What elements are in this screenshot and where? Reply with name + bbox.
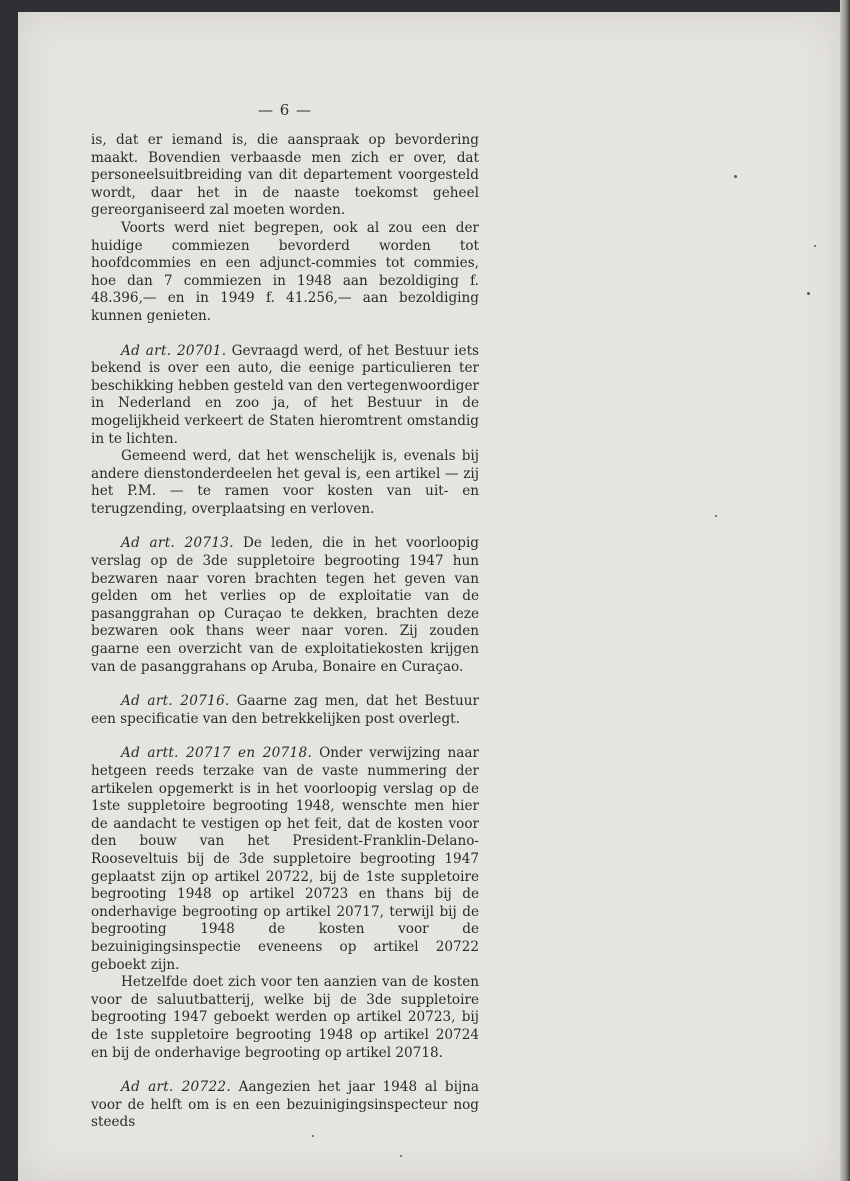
paragraph-text: Aangezien het jaar 1948 al bijna voor de helft om is en een bezuinigingsinspecteur nog steeds — [91, 1079, 479, 1131]
paragraph-text: is, dat er iemand is, die aanspraak op bevordering maakt. Bovendien verbaasde men zich er over, dat personeelsuitbreiding van dit departement voorgesteld wordt, daar het in de naaste toekomst geheel gereorganiseerd zal moeten worden. — [91, 132, 479, 219]
article-20722-paragraph — [91, 1079, 479, 1132]
document-body — [91, 132, 479, 1132]
paragraph-gap — [91, 326, 479, 343]
paper-speck — [400, 1155, 402, 1157]
paper-speck — [312, 1135, 314, 1137]
article-heading: Ad art. 20716. — [121, 693, 230, 710]
paragraph-text: Gemeend werd, dat het wenschelijk is, evenals bij andere dienstonderdeelen het geval is, een artikel — zij het P.M. — te ramen voor kosten van uit- en terugzending, overplaatsing en verloven. — [91, 448, 479, 517]
paragraph-text: Onder verwijzing naar hetgeen reeds terzake van de vaste nummering der artikelen opgemerkt is in het voorloopig verslag op de 1ste suppletoire begrooting 1948, wenschte men hier de aandacht te vestigen op het feit, dat de kosten voor den bouw van het President-Franklin-Delano-Rooseveltuis bij de 3de suppletoire begrooting 1947 geplaatst zijn op artikel 20722, bij de 1ste suppletoire begrooting 1948 op artikel 20723 en thans bij de onderhavige begrooting op artikel 20717, terwijl bij de begrooting 1948 de kosten voor de bezuinigingsinspectie eveneens op artikel 20722 geboekt zijn. — [91, 745, 480, 973]
paragraph-text: Gaarne zag men, dat het Bestuur een specificatie van den betrekkelijken post overlegt. — [91, 693, 480, 727]
paper-speck — [807, 292, 810, 295]
article-20717-20718-paragraph — [91, 745, 479, 974]
paper-speck — [734, 175, 737, 178]
paper-speck — [715, 515, 717, 517]
paragraph-text: Voorts werd niet begrepen, ook al zou een der huidige commiezen bevorderd worden tot hoofdcommies en een adjunct-commies tot commies, hoe dan 7 commiezen in 1948 aan bezoldiging f. 48.396,— en in 1949 f. 41.256,— aan bezoldiging kunnen genieten. — [91, 219, 479, 324]
page-number: — 6 — — [257, 101, 313, 119]
paper-sheet — [18, 12, 840, 1181]
article-20701-paragraph — [91, 343, 479, 449]
paragraph-gap — [91, 1062, 479, 1079]
article-heading: Ad art. 20722. — [121, 1079, 231, 1096]
article-20713-paragraph — [91, 535, 479, 676]
paragraph-text: De leden, die in het voorloopig verslag op de 3de suppletoire begrooting 1947 hun bezwaren naar voren brachten tegen het geven van gelden om het verlies op de exploitatie van de pasanggrahan op Curaçao te dekken, brachten deze bezwaren ook thans weer naar voren. Zij zouden gaarne een overzicht van de exploitatiekosten krijgen van de pasanggrahans op Aruba, Bonaire en Curaçao. — [91, 535, 479, 675]
paragraph-text: Gevraagd werd, of het Bestuur iets bekend is over een auto, die eenige particulieren ter beschikking hebben gesteld van den vertegenwoordiger in Nederland en zoo ja, of het Bestuur in de mogelijkheid verkeert de Staten hieromtrent omstandig in te lichten. — [91, 342, 480, 447]
page-edge-shadow — [840, 0, 850, 1181]
paragraph-4 — [91, 448, 479, 518]
paragraph-2 — [91, 220, 479, 326]
paragraph-text: Hetzelfde doet zich voor ten aanzien van de kosten voor de saluutbatterij, welke bij de 3de suppletoire begrooting 1947 geboekt werden op artikel 20723, bij de 1ste suppletoire begrooting 1948 op artikel 20724 en bij de onderhavige begrooting op artikel 20718. — [91, 974, 479, 1061]
paragraph-8 — [91, 974, 479, 1062]
paragraph-gap — [91, 518, 479, 535]
paragraph-gap — [91, 728, 479, 745]
article-heading: Ad art. 20701. — [121, 342, 227, 359]
article-heading: Ad art. 20713. — [121, 535, 234, 552]
paragraph-gap — [91, 676, 479, 693]
article-20716-paragraph — [91, 693, 479, 728]
paper-speck — [814, 245, 816, 247]
article-heading: Ad artt. 20717 en 20718. — [121, 745, 313, 762]
paragraph-1 — [91, 132, 479, 220]
